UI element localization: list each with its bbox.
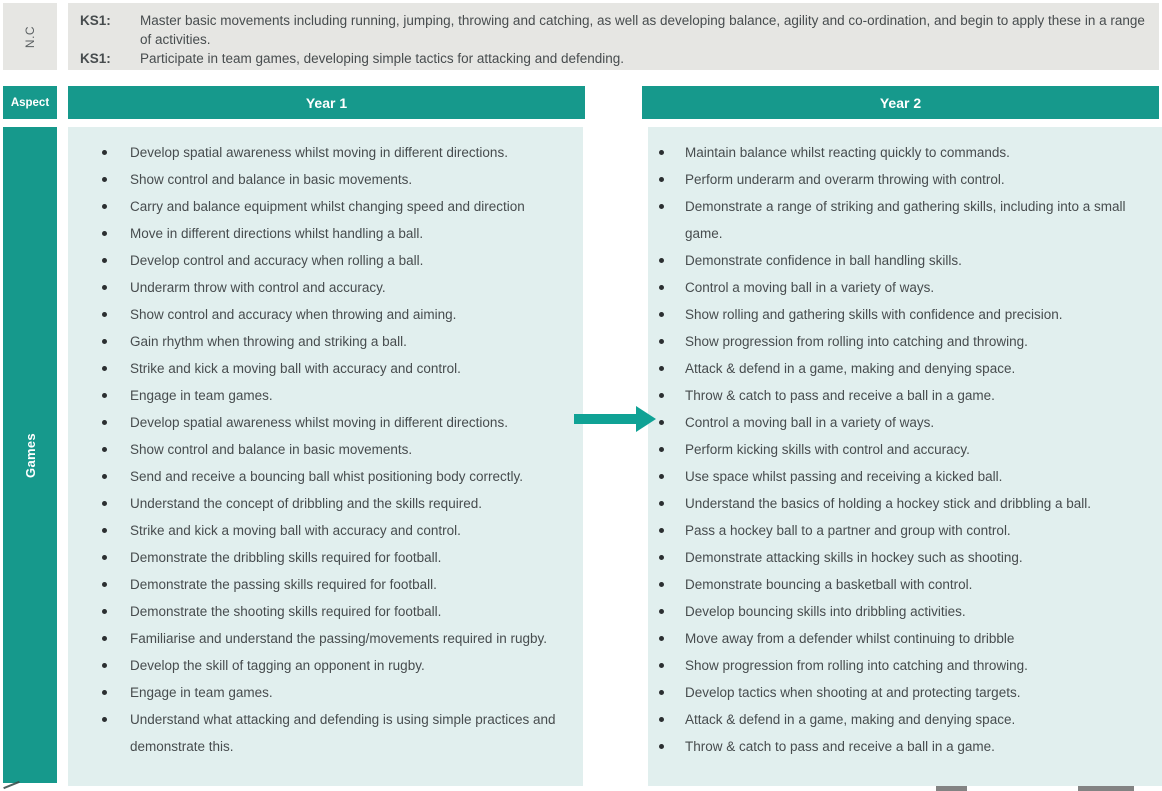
bullet-icon — [659, 744, 664, 749]
curriculum-item-text: Show progression from rolling into catching and throwing. — [685, 334, 1028, 349]
progression-arrow-head — [636, 406, 656, 432]
curriculum-item-text: Show progression from rolling into catching and throwing. — [685, 658, 1028, 673]
bullet-icon — [659, 258, 664, 263]
curriculum-item — [68, 598, 583, 625]
bullet-icon — [102, 582, 107, 587]
bullet-icon — [102, 393, 107, 398]
curriculum-item — [648, 274, 1162, 301]
nc-section-label: N.C — [22, 25, 37, 48]
curriculum-item-text: Show control and balance in basic movements. — [130, 442, 413, 457]
bullet-icon — [659, 177, 664, 182]
curriculum-item-text: Maintain balance whilst reacting quickly to commands. — [685, 145, 1010, 160]
bullet-icon — [102, 717, 107, 722]
curriculum-item — [648, 571, 1162, 598]
bullet-icon — [102, 528, 107, 533]
curriculum-item-text: Engage in team games. — [130, 388, 273, 403]
bullet-icon — [659, 393, 664, 398]
curriculum-item — [68, 571, 583, 598]
curriculum-item — [68, 409, 583, 436]
bullet-icon — [659, 474, 664, 479]
ks1-key-label: KS1: — [80, 51, 111, 66]
curriculum-item — [648, 193, 1162, 247]
curriculum-item-text: Demonstrate the dribbling skills required for football. — [130, 550, 442, 565]
curriculum-item — [648, 598, 1162, 625]
curriculum-item-text: Understand what attacking and defending is using simple practices and demonstrate this. — [130, 712, 556, 754]
curriculum-item — [68, 301, 583, 328]
year2-column-header: Year 2 — [642, 86, 1159, 119]
bullet-icon — [659, 339, 664, 344]
bullet-icon — [102, 204, 107, 209]
curriculum-item — [648, 382, 1162, 409]
bullet-icon — [102, 420, 107, 425]
curriculum-item-text: Demonstrate the passing skills required for football. — [130, 577, 437, 592]
curriculum-item — [68, 490, 583, 517]
curriculum-item — [68, 193, 583, 220]
aspect-column-header: Aspect — [3, 86, 57, 119]
bullet-icon — [659, 528, 664, 533]
curriculum-item — [68, 220, 583, 247]
curriculum-item — [68, 463, 583, 490]
curriculum-item-text: Strike and kick a moving ball with accuracy and control. — [130, 361, 461, 376]
curriculum-item-text: Move in different directions whilst handling a ball. — [130, 226, 424, 241]
curriculum-item-text: Throw & catch to pass and receive a ball in a game. — [685, 388, 995, 403]
curriculum-item — [648, 436, 1162, 463]
games-aspect-label: Games — [22, 432, 38, 478]
curriculum-item — [68, 625, 583, 652]
bullet-icon — [102, 258, 107, 263]
year2-objectives-panel — [648, 127, 1162, 786]
curriculum-item-text: Show control and balance in basic movements. — [130, 172, 413, 187]
curriculum-item — [68, 139, 583, 166]
bullet-icon — [102, 339, 107, 344]
bullet-icon — [102, 555, 107, 560]
bullet-icon — [659, 204, 664, 209]
curriculum-item — [648, 625, 1162, 652]
bullet-icon — [659, 420, 664, 425]
curriculum-item — [648, 733, 1162, 760]
bullet-icon — [102, 663, 107, 668]
bullet-icon — [102, 231, 107, 236]
curriculum-item-text: Attack & defend in a game, making and denying space. — [685, 712, 1016, 727]
curriculum-item-text: Demonstrate the shooting skills required for football. — [130, 604, 442, 619]
curriculum-item-text: Perform kicking skills with control and accuracy. — [685, 442, 970, 457]
curriculum-item — [648, 328, 1162, 355]
bullet-icon — [659, 690, 664, 695]
year2-objectives-list — [648, 127, 1162, 760]
curriculum-item — [68, 247, 583, 274]
curriculum-item — [648, 706, 1162, 733]
curriculum-item-text: Underarm throw with control and accuracy. — [130, 280, 386, 295]
nc-entry — [80, 49, 1145, 68]
nc-section-label-box — [3, 3, 57, 70]
bullet-icon — [102, 312, 107, 317]
year1-objectives-list — [68, 127, 583, 760]
bullet-icon — [102, 474, 107, 479]
curriculum-item — [68, 679, 583, 706]
curriculum-item-text: Develop tactics when shooting at and protecting targets. — [685, 685, 1021, 700]
curriculum-item — [68, 328, 583, 355]
curriculum-item-text: Develop spatial awareness whilst moving in different directions. — [130, 415, 508, 430]
curriculum-item-text: Gain rhythm when throwing and striking a ball. — [130, 334, 407, 349]
curriculum-item — [68, 166, 583, 193]
bullet-icon — [102, 690, 107, 695]
curriculum-item-text: Strike and kick a moving ball with accuracy and control. — [130, 523, 461, 538]
bullet-icon — [102, 285, 107, 290]
curriculum-item — [68, 355, 583, 382]
curriculum-item — [648, 517, 1162, 544]
curriculum-item-text: Demonstrate bouncing a basketball with control. — [685, 577, 973, 592]
progression-arrow-body — [574, 414, 636, 424]
bullet-icon — [659, 285, 664, 290]
curriculum-item-text: Develop control and accuracy when rolling a ball. — [130, 253, 424, 268]
curriculum-item-text: Engage in team games. — [130, 685, 273, 700]
curriculum-item — [68, 706, 583, 760]
curriculum-item-text: Perform underarm and overarm throwing with control. — [685, 172, 1005, 187]
bullet-icon — [659, 555, 664, 560]
curriculum-item-text: Familiarise and understand the passing/movements required in rugby. — [130, 631, 547, 646]
bullet-icon — [659, 150, 664, 155]
nc-description-box — [68, 3, 1159, 70]
bullet-icon — [659, 312, 664, 317]
curriculum-item-text: Attack & defend in a game, making and denying space. — [685, 361, 1016, 376]
curriculum-item-text: Pass a hockey ball to a partner and group with control. — [685, 523, 1011, 538]
curriculum-item — [68, 274, 583, 301]
bullet-icon — [102, 501, 107, 506]
curriculum-item — [648, 166, 1162, 193]
ks1-key-label: KS1: — [80, 13, 111, 28]
curriculum-item-text: Control a moving ball in a variety of ways. — [685, 415, 935, 430]
bullet-icon — [659, 582, 664, 587]
curriculum-item-text: Use space whilst passing and receiving a kicked ball. — [685, 469, 1003, 484]
curriculum-item-text: Demonstrate a range of striking and gathering skills, including into a small game. — [685, 199, 1126, 241]
ks1-description: Master basic movements including running, jumping, throwing and catching, as well as developing balance, agility and co-ordination, and begin to apply these in a range of activities. — [140, 13, 1145, 47]
bullet-icon — [659, 501, 664, 506]
curriculum-item — [648, 139, 1162, 166]
curriculum-item — [68, 652, 583, 679]
curriculum-item-text: Send and receive a bouncing ball whist positioning body correctly. — [130, 469, 523, 484]
curriculum-item — [648, 301, 1162, 328]
bullet-icon — [659, 447, 664, 452]
curriculum-item — [648, 409, 1162, 436]
bullet-icon — [102, 366, 107, 371]
curriculum-item-text: Show rolling and gathering skills with confidence and precision. — [685, 307, 1063, 322]
curriculum-item — [648, 490, 1162, 517]
bullet-icon — [102, 447, 107, 452]
curriculum-item — [68, 517, 583, 544]
curriculum-item-text: Understand the concept of dribbling and the skills required. — [130, 496, 482, 511]
curriculum-item-text: Develop the skill of tagging an opponent in rugby. — [130, 658, 425, 673]
curriculum-item-text: Move away from a defender whilst continuing to dribble — [685, 631, 1015, 646]
year1-objectives-panel — [68, 127, 583, 786]
curriculum-item-text: Understand the basics of holding a hockey stick and dribbling a ball. — [685, 496, 1091, 511]
curriculum-item — [68, 436, 583, 463]
curriculum-item — [648, 463, 1162, 490]
curriculum-item — [648, 652, 1162, 679]
curriculum-item-text: Show control and accuracy when throwing and aiming. — [130, 307, 457, 322]
bullet-icon — [659, 366, 664, 371]
bullet-icon — [659, 609, 664, 614]
games-aspect-sidebar — [3, 127, 57, 783]
curriculum-item-text: Control a moving ball in a variety of ways. — [685, 280, 935, 295]
curriculum-item-text: Develop spatial awareness whilst moving in different directions. — [130, 145, 508, 160]
bullet-icon — [659, 663, 664, 668]
curriculum-item — [648, 355, 1162, 382]
cropped-text-fragment — [1078, 786, 1134, 791]
curriculum-item-text: Develop bouncing skills into dribbling activities. — [685, 604, 966, 619]
nc-entry — [80, 11, 1145, 49]
bullet-icon — [659, 717, 664, 722]
bullet-icon — [102, 150, 107, 155]
curriculum-item — [648, 247, 1162, 274]
curriculum-item-text: Demonstrate confidence in ball handling skills. — [685, 253, 962, 268]
curriculum-item — [648, 544, 1162, 571]
curriculum-item — [68, 544, 583, 571]
bullet-icon — [102, 177, 107, 182]
progression-arrow-icon — [574, 406, 656, 432]
bullet-icon — [102, 636, 107, 641]
bullet-icon — [102, 609, 107, 614]
curriculum-item-text: Throw & catch to pass and receive a ball in a game. — [685, 739, 995, 754]
bullet-icon — [659, 636, 664, 641]
curriculum-item — [648, 679, 1162, 706]
curriculum-item — [68, 382, 583, 409]
year1-column-header: Year 1 — [68, 86, 585, 119]
ks1-description: Participate in team games, developing simple tactics for attacking and defending. — [140, 51, 625, 66]
cropped-text-fragment — [936, 786, 967, 791]
curriculum-item-text: Demonstrate attacking skills in hockey such as shooting. — [685, 550, 1023, 565]
curriculum-item-text: Carry and balance equipment whilst changing speed and direction — [130, 199, 525, 214]
